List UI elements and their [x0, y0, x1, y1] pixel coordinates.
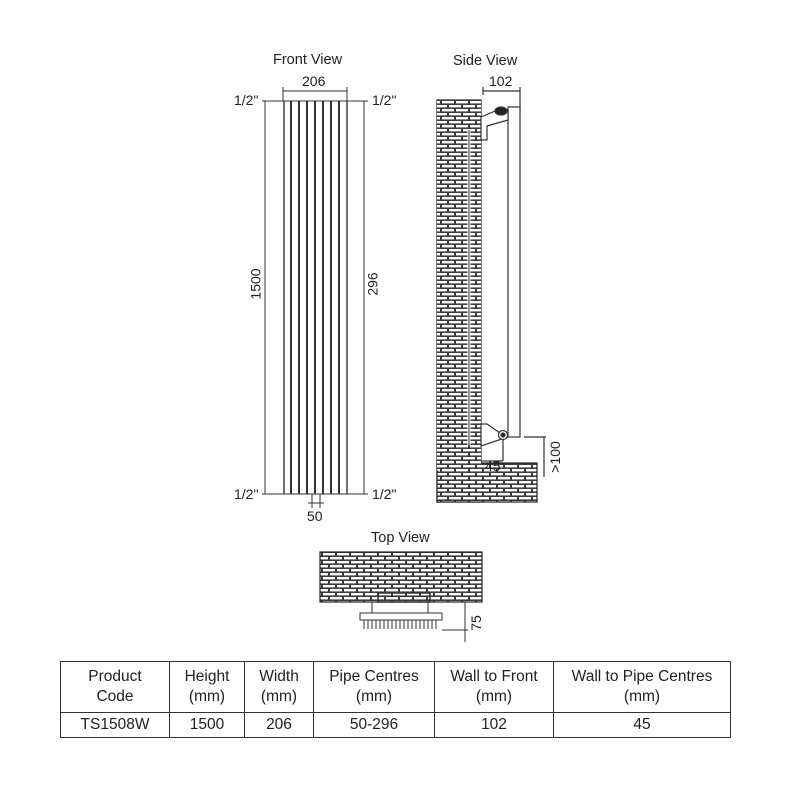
side-view-title: Side View — [453, 53, 518, 69]
spec-table — [60, 661, 731, 738]
header-wall-to-pipe-centres: Wall to Pipe Centres (mm) — [554, 662, 731, 713]
connection-top-left: 1/2" — [234, 92, 259, 108]
top-depth-dimension: 75 — [467, 615, 484, 631]
cell-pipe-centres: 50-296 — [314, 713, 435, 738]
pipe-spacing-dimension: 50 — [307, 508, 323, 524]
connection-bottom-left: 1/2" — [234, 486, 259, 502]
header-wall-to-front: Wall to Front (mm) — [435, 662, 554, 713]
front-height-dimension: 1500 — [247, 268, 264, 300]
connection-top-right: 1/2" — [372, 92, 397, 108]
floor-clearance-dimension: >100 — [546, 441, 563, 473]
header-pipe-centres: Pipe Centres (mm) — [314, 662, 435, 713]
cell-width: 206 — [245, 713, 314, 738]
header-product-code: Product Code — [61, 662, 170, 713]
top-view-title: Top View — [371, 530, 430, 546]
table-header-row — [61, 662, 731, 713]
cell-wall-to-pipe-centres: 45 — [554, 713, 731, 738]
cell-wall-to-front: 102 — [435, 713, 554, 738]
wall-to-front-dimension: 102 — [489, 73, 513, 89]
connection-bottom-right: 1/2" — [372, 486, 397, 502]
wall-to-pipe-dimension: 45 — [485, 458, 501, 474]
pipe-centres-dimension: 296 — [364, 272, 381, 296]
header-width: Width (mm) — [245, 662, 314, 713]
front-view-title: Front View — [273, 52, 343, 68]
header-height: Height (mm) — [170, 662, 245, 713]
front-view-drawing — [262, 87, 368, 508]
front-width-dimension: 206 — [302, 73, 326, 89]
table-row — [61, 713, 731, 738]
cell-product-code: TS1508W — [61, 713, 170, 738]
side-view-drawing — [437, 87, 546, 502]
top-view-drawing — [320, 552, 482, 642]
cell-height: 1500 — [170, 713, 245, 738]
